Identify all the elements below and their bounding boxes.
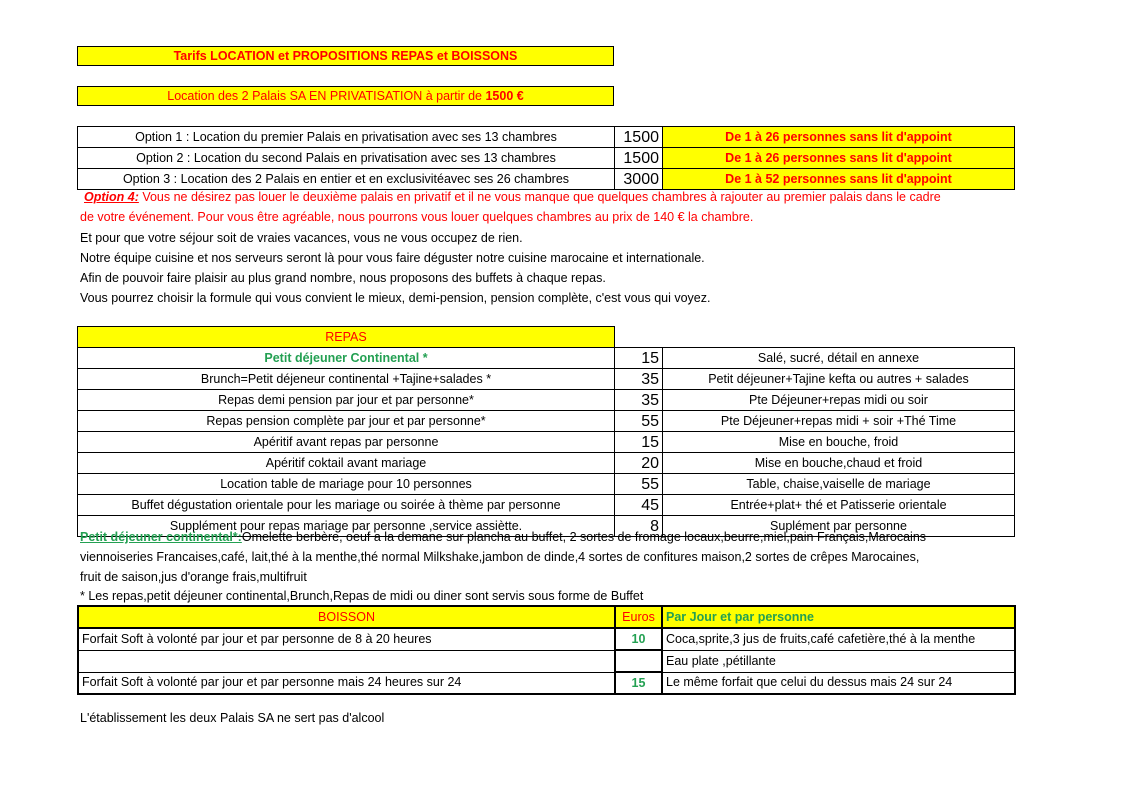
repas-desc: Mise en bouche,chaud et froid	[663, 453, 1015, 474]
table-row	[78, 628, 1015, 650]
table-row	[78, 432, 1015, 453]
page-title: Tarifs LOCATION et PROPOSITIONS REPAS et BOISSONS	[77, 46, 614, 66]
boisson-label: Forfait Soft à volonté par jour et par personne de 8 à 20 heures	[78, 628, 615, 650]
petit-dej-text: Omelette berbère, oeuf a la demane sur plancha au buffet, 2 sortes de fromage locaux,beurre,miel,pain Français,Marocains	[241, 530, 927, 544]
boisson-table	[77, 605, 1016, 695]
petit-dej-line3: fruit de saison,jus d'orange frais,multifruit	[80, 570, 307, 584]
boisson-header: BOISSON	[78, 606, 615, 628]
table-row	[78, 495, 1015, 516]
boisson-price	[615, 650, 662, 672]
repas-desc: Pte Déjeuner+repas midi ou soir	[663, 390, 1015, 411]
repas-label: Repas demi pension par jour et par personne*	[78, 390, 615, 411]
repas-price: 55	[615, 411, 663, 432]
repas-price: 35	[615, 390, 663, 411]
option4-line2: de votre événement. Pour vous être agréable, nous pourrons vous louer quelques chambres au prix de 140 € la chambre.	[80, 210, 754, 224]
repas-price: 8	[615, 516, 663, 537]
table-row	[78, 474, 1015, 495]
petit-dej-label: Petit déjeuner continental*:	[80, 530, 242, 544]
table-row	[78, 672, 1015, 694]
table-row	[78, 390, 1015, 411]
paragraph: Vous pourrez choisir la formule qui vous convient le mieux, demi-pension, pension complète, c'est vous qui voyez.	[80, 291, 711, 305]
footer-note: L'établissement les deux Palais SA ne sert pas d'alcool	[80, 711, 385, 725]
repas-label: Apéritif avant repas par personne	[78, 432, 615, 453]
table-row	[78, 411, 1015, 432]
paragraph: Et pour que votre séjour soit de vraies vacances, vous ne vous occupez de rien.	[80, 231, 523, 245]
privatisation-price: 1500 €	[485, 89, 524, 103]
table-row	[78, 650, 1015, 672]
repas-price: 20	[615, 453, 663, 474]
buffet-note: * Les repas,petit déjeuner continental,Brunch,Repas de midi ou diner sont servis sous forme de Buffet	[80, 589, 644, 603]
repas-header-row	[78, 327, 1015, 348]
repas-desc: Entrée+plat+ thé et Patisserie orientale	[663, 495, 1015, 516]
repas-label: Brunch=Petit déjeneur continental +Tajine+salades *	[78, 369, 615, 390]
table-row	[78, 453, 1015, 474]
boisson-price: 10	[615, 628, 662, 650]
option-note: De 1 à 26 personnes sans lit d'appoint	[663, 148, 1015, 169]
repas-label: Buffet dégustation orientale pour les mariage ou soirée à thème par personne	[78, 495, 615, 516]
repas-desc: Pte Déjeuner+repas midi + soir +Thé Time	[663, 411, 1015, 432]
privatisation-banner	[77, 86, 614, 106]
repas-desc: Suplément par personne	[663, 516, 1015, 537]
repas-label: Petit déjeuner Continental *	[78, 348, 615, 369]
repas-price: 15	[615, 348, 663, 369]
privatisation-text: Location des 2 Palais SA EN PRIVATISATION à partir de	[167, 89, 486, 103]
table-row	[78, 148, 1015, 169]
euros-header: Euros	[615, 606, 662, 628]
option4-label: Option 4:	[84, 190, 139, 204]
option-label: Option 1 : Location du premier Palais en privatisation avec ses 13 chambres	[78, 127, 615, 148]
repas-desc: Petit déjeuner+Tajine kefta ou autres + salades	[663, 369, 1015, 390]
options-table	[77, 126, 1015, 190]
option-label: Option 2 : Location du second Palais en privatisation avec ses 13 chambres	[78, 148, 615, 169]
repas-header: REPAS	[78, 327, 615, 348]
option-price: 1500	[615, 127, 663, 148]
table-row	[78, 348, 1015, 369]
boisson-label	[78, 650, 615, 672]
repas-price: 15	[615, 432, 663, 453]
petit-dej-line2: viennoiseries Francaises,café, lait,thé à la menthe,thé normal Milkshake,jambon de dinde,4 sortes de confitures maison,2 sortes de crêpes Marocaines,	[80, 550, 920, 564]
repas-price: 45	[615, 495, 663, 516]
option-note: De 1 à 26 personnes sans lit d'appoint	[663, 127, 1015, 148]
boisson-desc: Le même forfait que celui du dessus mais 24 sur 24	[662, 672, 1015, 694]
boisson-desc: Coca,sprite,3 jus de fruits,café cafetière,thé à la menthe	[662, 628, 1015, 650]
repas-label: Location table de mariage pour 10 personnes	[78, 474, 615, 495]
repas-desc: Salé, sucré, détail en annexe	[663, 348, 1015, 369]
option-note: De 1 à 52 personnes sans lit d'appoint	[663, 169, 1015, 190]
paragraph: Afin de pouvoir faire plaisir au plus grand nombre, nous proposons des buffets à chaque repas.	[80, 271, 606, 285]
repas-label: Repas pension complète par jour et par personne*	[78, 411, 615, 432]
repas-table	[77, 326, 1015, 537]
option-label: Option 3 : Location des 2 Palais en entier et en exclusivitéavec ses 26 chambres	[78, 169, 615, 190]
boisson-label: Forfait Soft à volonté par jour et par personne mais 24 heures sur 24	[78, 672, 615, 694]
petit-dej-line1	[80, 527, 926, 547]
option-price: 1500	[615, 148, 663, 169]
paragraph: Notre équipe cuisine et nos serveurs seront là pour vous faire déguster notre cuisine marocaine et internationale.	[80, 251, 705, 265]
repas-price: 35	[615, 369, 663, 390]
repas-price: 55	[615, 474, 663, 495]
repas-desc: Mise en bouche, froid	[663, 432, 1015, 453]
option4-text: Vous ne désirez pas louer le deuxième palais en privatif et il ne vous manque que quelques chambres à rajouter au premier palais dans le cadre	[138, 190, 941, 204]
boisson-price: 15	[615, 672, 662, 694]
repas-label: Apéritif coktail avant mariage	[78, 453, 615, 474]
option4-line1	[84, 187, 941, 207]
option-price: 3000	[615, 169, 663, 190]
repas-desc: Table, chaise,vaiselle de mariage	[663, 474, 1015, 495]
per-day-header: Par Jour et par personne	[662, 606, 1015, 628]
boisson-header-row	[78, 606, 1015, 628]
table-row	[78, 127, 1015, 148]
table-row	[78, 369, 1015, 390]
repas-label: Supplément pour repas mariage par personne ,service assiètte.	[78, 516, 615, 537]
boisson-desc: Eau plate ,pétillante	[662, 650, 1015, 672]
